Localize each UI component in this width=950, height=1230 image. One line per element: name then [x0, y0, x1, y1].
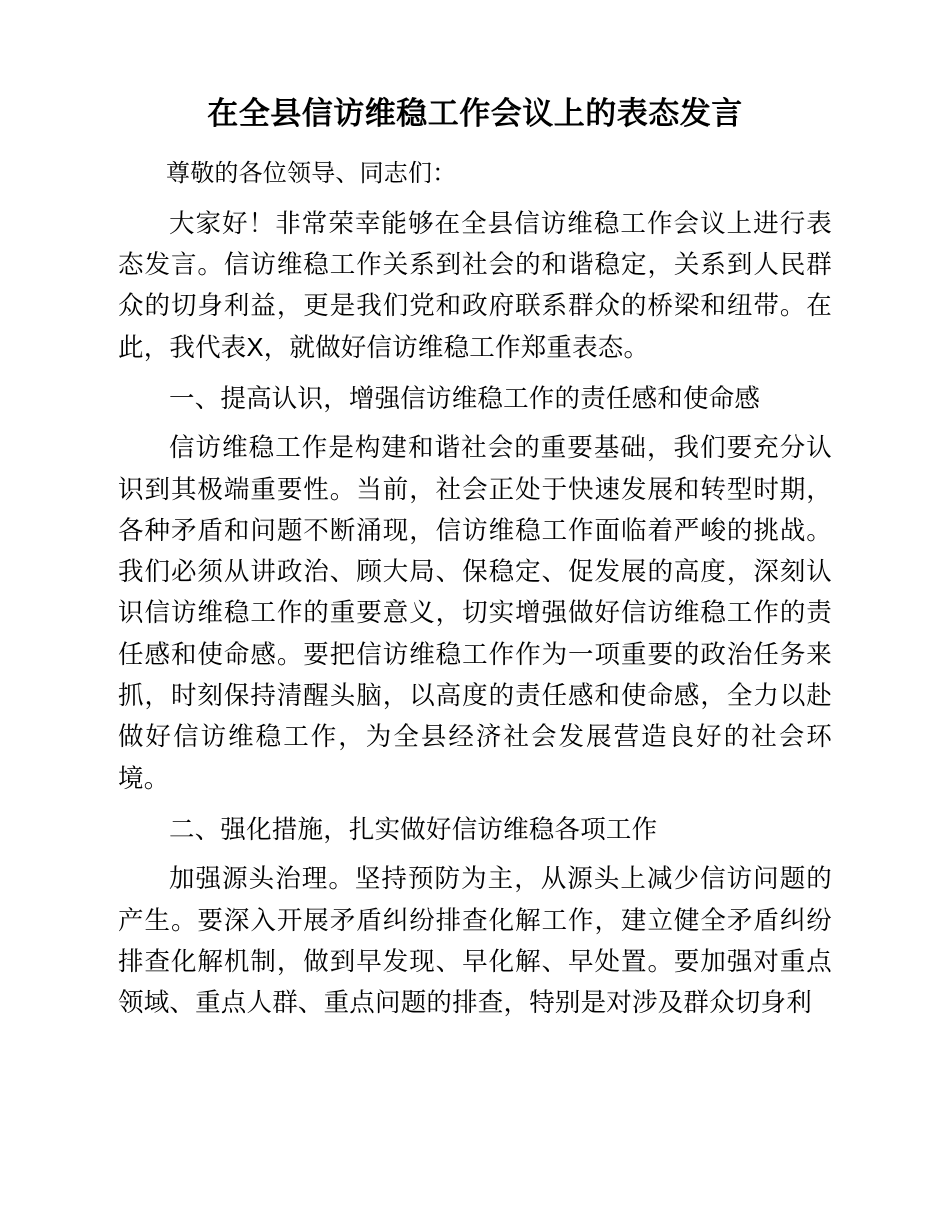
- section-heading-two: 二、强化措施，扎实做好信访维稳各项工作: [169, 815, 658, 844]
- paragraph-opening: 大家好！非常荣幸能够在全县信访维稳工作会议上进行表态发言。信访维稳工作关系到社会的和谐稳定，关系到人民群众的切身利益，更是我们党和政府联系群众的桥梁和纽带。在此，我代表X，就做好信访维稳工作郑重表态。: [118, 209, 832, 362]
- section-heading-one: 一、提高认识，增强信访维稳工作的责任感和使命感: [169, 385, 761, 413]
- paragraph-section-one-body: 信访维稳工作是构建和谐社会的重要基础，我们要充分认识到其极端重要性。当前，社会正处于快速发展和转型时期，各种矛盾和问题不断涌现，信访维稳工作面临着严峻的挑战。我们必须从讲政治、顾大局、保稳定、促发展的高度，深刻认识信访维稳工作的重要意义，切实增强做好信访维稳工作的责任感和使命感。要把信访维稳工作作为一项重要的政治任务来抓，时刻保持清醒头脑，以高度的责任感和使命感，全力以赴做好信访维稳工作，为全县经济社会发展营造良好的社会环境。: [118, 434, 832, 793]
- salutation-paragraph: 尊敬的各位领导、同志们：: [166, 159, 457, 187]
- paragraph-section-two-body: 加强源头治理。坚持预防为主，从源头上减少信访问题的产生。要深入开展矛盾纠纷排查化解工作，建立健全矛盾纠纷排查化解机制，做到早发现、早化解、早处置。要加强对重点领域、重点人群、重点问题的排查，特别是对涉及群众切身利: [118, 865, 832, 1018]
- page-title: 在全县信访维稳工作会议上的表态发言: [207, 96, 743, 131]
